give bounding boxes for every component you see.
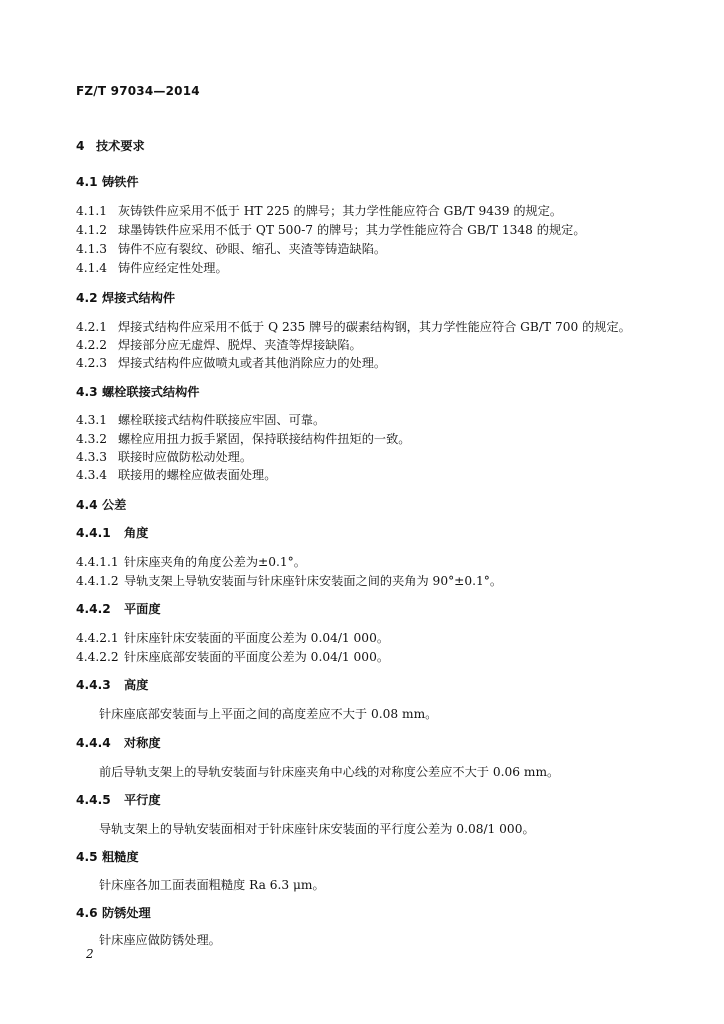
clause-4-3-3 <box>76 449 252 465</box>
section-number: 4.4.1 <box>76 526 111 540</box>
document-id: FZ/T 97034—2014 <box>76 84 200 98</box>
clause-4-2-2 <box>76 337 362 353</box>
clause-text: 导轨支架上导轨安装面与针床座针床安装面之间的夹角为 90°±0.1°。 <box>124 574 503 588</box>
clause-text: 焊接式结构件应做喷丸或者其他消除应力的处理。 <box>118 356 387 370</box>
section-number: 4.6 <box>76 906 98 920</box>
clause-4-3-4 <box>76 467 276 483</box>
clause-number: 4.3.2 <box>76 432 108 446</box>
clause-text: 螺栓应用扭力扳手紧固，保持联接结构件扭矩的一致。 <box>118 432 411 446</box>
section-4-4-2-heading <box>76 601 161 617</box>
section-title: 螺栓联接式结构件 <box>102 385 200 399</box>
clause-4-2-1 <box>76 319 631 335</box>
section-number: 4.4.4 <box>76 736 111 750</box>
clause-4-1-2 <box>76 222 586 238</box>
clause-number: 4.2.2 <box>76 338 108 352</box>
page-number: 2 <box>86 947 94 961</box>
clause-text: 铸件应经定性处理。 <box>118 261 228 275</box>
section-title: 角度 <box>124 526 149 540</box>
clause-number: 4.1.2 <box>76 223 108 237</box>
section-4-6-heading <box>76 905 151 921</box>
clause-number: 4.2.3 <box>76 356 108 370</box>
clause-text: 联接用的螺栓应做表面处理。 <box>118 468 277 482</box>
section-4-5-heading <box>76 849 139 865</box>
section-4-4-5-heading <box>76 792 161 808</box>
clause-4-1-1 <box>76 203 562 219</box>
clause-number: 4.4.1.2 <box>76 574 119 588</box>
clause-number: 4.3.1 <box>76 413 108 427</box>
clause-4-1-3 <box>76 241 386 257</box>
section-number: 4.1 <box>76 175 98 189</box>
clause-text: 针床座底部安装面的平面度公差为 0.04/1 000。 <box>124 650 390 664</box>
section-title: 粗糙度 <box>102 850 139 864</box>
clause-4-3-2 <box>76 431 411 447</box>
clause-text: 焊接式结构件应采用不低于 Q 235 牌号的碳素结构钢，其力学性能应符合 GB/T 700 的规定。 <box>118 320 631 334</box>
clause-text: 螺栓联接式结构件联接应牢固、可靠。 <box>118 413 326 427</box>
clause-number: 4.1.4 <box>76 261 108 275</box>
clause-text: 灰铸铁件应采用不低于 HT 225 的牌号；其力学性能应符合 GB/T 9439 的规定。 <box>118 204 563 218</box>
clause-text: 针床座夹角的角度公差为±0.1°。 <box>124 555 306 569</box>
clause-text: 联接时应做防松动处理。 <box>118 450 253 464</box>
section-title: 平面度 <box>124 602 161 616</box>
clause-number: 4.4.2.1 <box>76 631 119 645</box>
paragraph-4-5: 针床座各加工面表面粗糙度 Ra 6.3 μm。 <box>99 878 325 892</box>
paragraph-4-4-4: 前后导轨支架上的导轨安装面与针床座夹角中心线的对称度公差应不大于 0.06 mm。 <box>99 765 560 779</box>
section-4-heading <box>76 138 145 154</box>
section-4-4-heading <box>76 497 126 513</box>
clause-text: 针床座针床安装面的平面度公差为 0.04/1 000。 <box>124 631 390 645</box>
clause-4-4-1-2 <box>76 573 502 589</box>
section-title: 平行度 <box>124 793 161 807</box>
section-title: 对称度 <box>124 736 161 750</box>
clause-4-4-2-2 <box>76 649 389 665</box>
section-title: 技术要求 <box>96 139 145 153</box>
section-number: 4.4.5 <box>76 793 111 807</box>
clause-4-1-4 <box>76 260 228 276</box>
section-title: 防锈处理 <box>102 906 151 920</box>
clause-number: 4.3.4 <box>76 468 108 482</box>
paragraph-4-6: 针床座应做防锈处理。 <box>99 933 221 947</box>
section-number: 4.3 <box>76 385 98 399</box>
section-number: 4.4.3 <box>76 678 111 692</box>
section-4-4-4-heading <box>76 735 161 751</box>
section-4-1-heading <box>76 174 139 190</box>
clause-number: 4.3.3 <box>76 450 108 464</box>
clause-4-4-2-1 <box>76 630 389 646</box>
clause-number: 4.4.1.1 <box>76 555 119 569</box>
clause-4-3-1 <box>76 412 325 428</box>
section-4-2-heading <box>76 290 175 306</box>
section-number: 4.4 <box>76 498 98 512</box>
clause-number: 4.2.1 <box>76 320 108 334</box>
section-title: 公差 <box>102 498 127 512</box>
section-title: 铸铁件 <box>102 175 139 189</box>
clause-4-2-3 <box>76 355 386 371</box>
section-title: 高度 <box>124 678 149 692</box>
section-title: 焊接式结构件 <box>102 291 176 305</box>
section-number: 4.2 <box>76 291 98 305</box>
clause-number: 4.4.2.2 <box>76 650 119 664</box>
paragraph-4-4-3: 针床座底部安装面与上平面之间的高度差应不大于 0.08 mm。 <box>99 707 438 721</box>
section-4-4-3-heading <box>76 677 148 693</box>
section-number: 4 <box>76 139 85 153</box>
section-4-3-heading <box>76 384 200 400</box>
clause-number: 4.1.1 <box>76 204 108 218</box>
section-number: 4.4.2 <box>76 602 111 616</box>
clause-text: 球墨铸铁件应采用不低于 QT 500-7 的牌号；其力学性能应符合 GB/T 1348 的规定。 <box>118 223 586 237</box>
paragraph-4-4-5: 导轨支架上的导轨安装面相对于针床座针床安装面的平行度公差为 0.08/1 000。 <box>99 822 535 836</box>
clause-number: 4.1.3 <box>76 242 108 256</box>
clause-4-4-1-1 <box>76 554 306 570</box>
section-4-4-1-heading <box>76 525 148 541</box>
section-number: 4.5 <box>76 850 98 864</box>
clause-text: 焊接部分应无虚焊、脱焊、夹渣等焊接缺陷。 <box>118 338 362 352</box>
clause-text: 铸件不应有裂纹、砂眼、缩孔、夹渣等铸造缺陷。 <box>118 242 387 256</box>
